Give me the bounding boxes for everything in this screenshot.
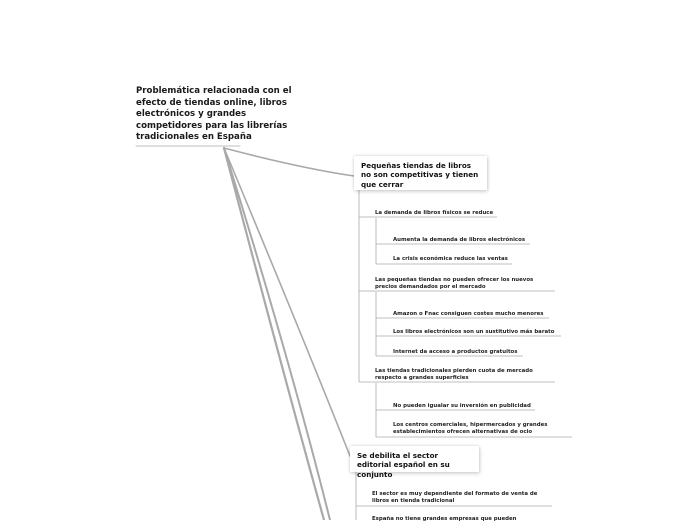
subtopic-grandes-empresas[interactable]: España no tiene grandes empresas que pueden [372, 516, 517, 522]
connector-root-offscreen-2 [224, 148, 330, 520]
leaf-sustitutivo-barato[interactable]: Los libros electrónicos son un sustitutivo más barato [393, 329, 555, 335]
subtopic-dependiente-formato[interactable]: El sector es muy dependiente del formato de venta de libros en tienda tradicional [372, 491, 538, 504]
leaf-alternativas-ocio[interactable]: Los centros comerciales, hipermercados y grandes establecimientos ofrecen alternativas de ocio [393, 422, 548, 435]
branch-2-topic[interactable]: Se debilita el sector editorial español en su conjunto [350, 446, 479, 472]
root-topic[interactable]: Problemática relacionada con el efecto de tiendas online, libros electrónicos y grandes competidores para las librerías tradicionales en España [136, 86, 292, 143]
leaf-amazon-fnac[interactable]: Amazon o Fnac consiguen costes mucho menores [393, 311, 544, 317]
leaf-internet-gratuitos[interactable]: Internet da acceso a productos gratuitos [393, 349, 518, 355]
subtopic-precios-demandados[interactable]: Las pequeñas tiendas no pueden ofrecer los nuevos precios demandados por el mercado [375, 277, 534, 290]
subtopic-demanda-reduce[interactable]: La demanda de libros físicos se reduce [375, 210, 494, 216]
connector-root-branch-2 [224, 148, 350, 456]
subtopic-cuota-mercado[interactable]: Las tiendas tradicionales pierden cuota de mercado respecto a grandes superficies [375, 368, 533, 381]
connector-root-offscreen-1 [224, 148, 324, 520]
branch-1-topic[interactable]: Pequeñas tiendas de libros no son competitivas y tienen que cerrar [354, 156, 487, 190]
leaf-inversion-publicidad[interactable]: No pueden igualar su inversión en publicidad [393, 403, 531, 409]
leaf-crisis-economica[interactable]: La crisis económica reduce las ventas [393, 256, 508, 262]
connector-root-branch-1 [224, 148, 354, 176]
leaf-demanda-electronicos[interactable]: Aumenta la demanda de libros electrónicos [393, 237, 526, 243]
